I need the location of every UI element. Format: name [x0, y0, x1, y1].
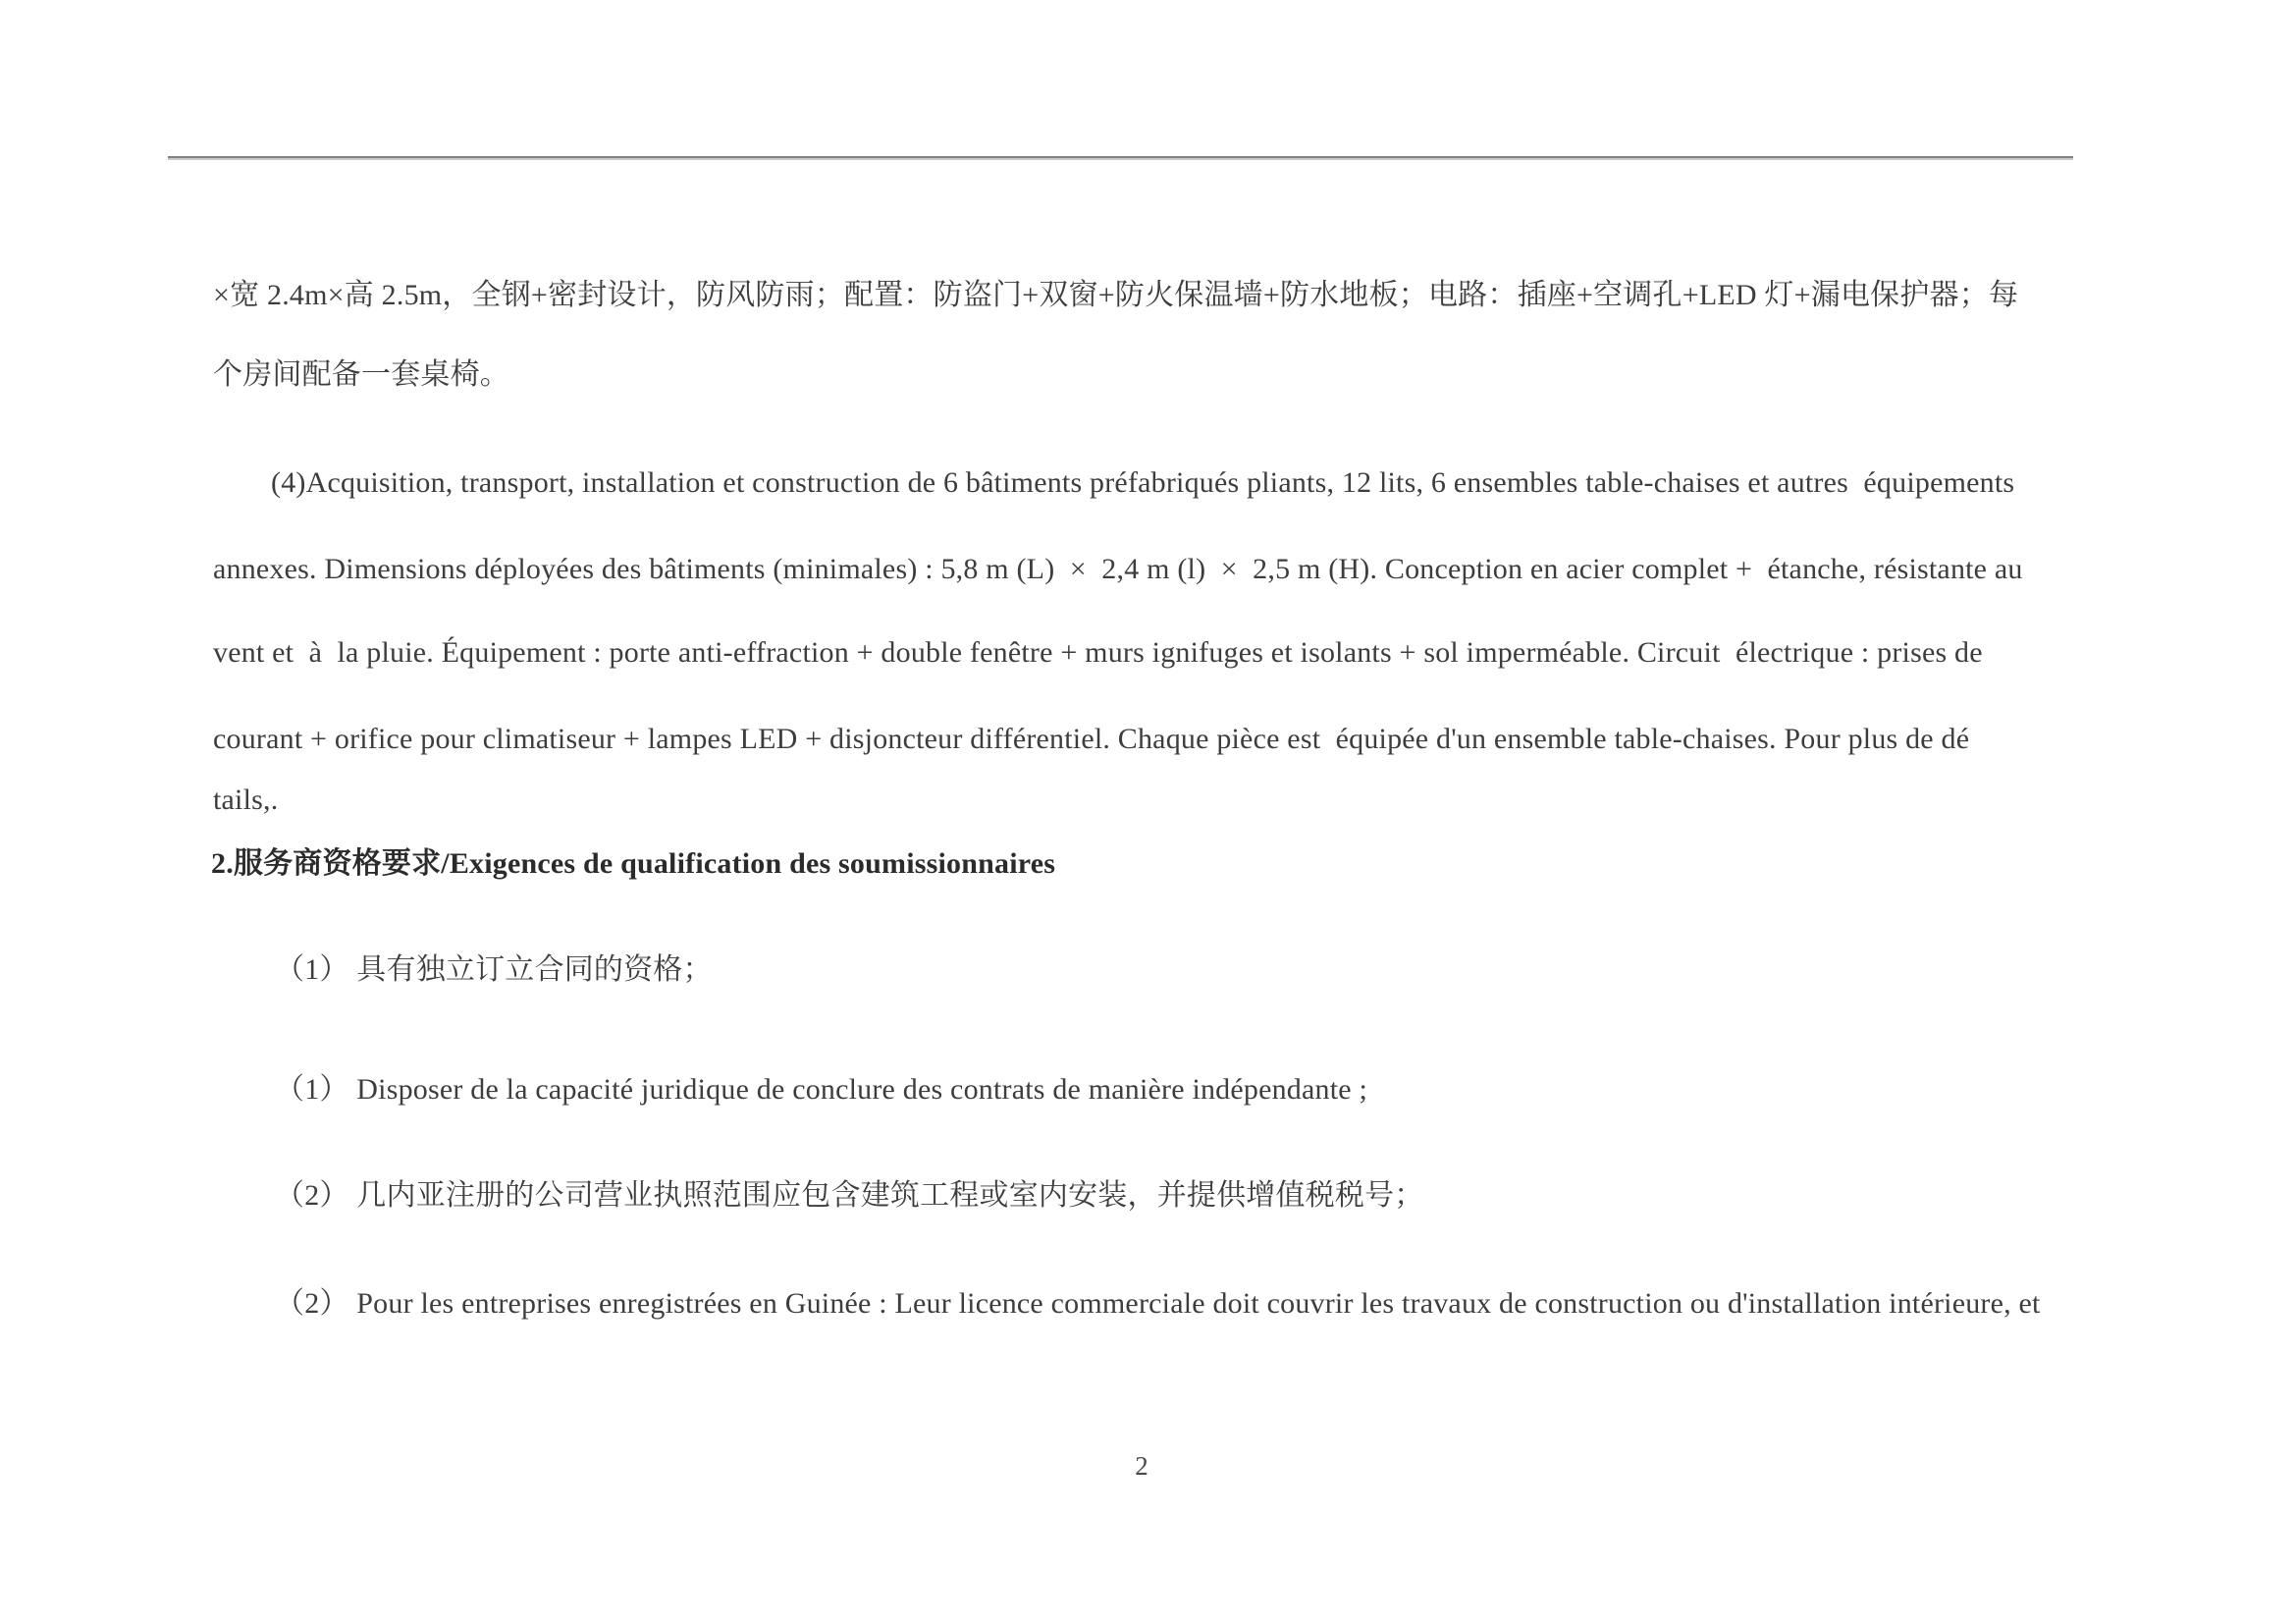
body-line-cjk-1: ×宽 2.4m×高 2.5m，全钢+密封设计，防风防雨；配置：防盗门+双窗+防火保温墙+防水地板；电路：插座+空调孔+LED 灯+漏电保护器；每 — [213, 279, 2019, 311]
body-line-fr-4: courant + orifice pour climatiseur + lampes LED + disjoncteur différentiel. Chaque pièce est équipée d'un ensemble table-chaises. Pour plus de dé — [213, 723, 1970, 755]
page-number: 2 — [1135, 1451, 1148, 1481]
body-line-fr-1: (4)Acquisition, transport, installation et construction de 6 bâtiments préfabriqués pliants, 12 lits, 6 ensembles table-chaises et autres équipements — [271, 466, 2015, 499]
list-item-2-fr: （2） Pour les entreprises enregistrées en Guinée : Leur licence commerciale doit couvrir les travaux de construction ou d'installation intérieure, et — [275, 1287, 2041, 1320]
list-item-1-cjk: （1） 具有独立订立合同的资格； — [275, 953, 713, 986]
list-item-1-fr: （1） Disposer de la capacité juridique de conclure des contrats de manière indépendante ; — [275, 1073, 1368, 1106]
body-line-fr-3: vent et à la pluie. Équipement : porte anti-effraction + double fenêtre + murs ignifuges et isolants + sol imperméable. Circuit électrique : prises de — [213, 636, 1983, 669]
section-heading-qualification: 2.服务商资格要求/Exigences de qualification des soumissionnaires — [211, 847, 1056, 880]
body-line-cjk-2: 个房间配备一套桌椅。 — [213, 358, 509, 391]
list-item-2-cjk: （2） 几内亚注册的公司营业执照范围应包含建筑工程或室内安装，并提供增值税税号； — [275, 1179, 1424, 1212]
body-line-fr-2: annexes. Dimensions déployées des bâtiments (minimales) : 5,8 m (L) × 2,4 m (l) × 2,5 m (H). Conception en acier complet + étanche, résistante au — [213, 553, 2023, 585]
page-header-rule — [168, 156, 2073, 160]
body-line-fr-5: tails,. — [213, 784, 279, 816]
